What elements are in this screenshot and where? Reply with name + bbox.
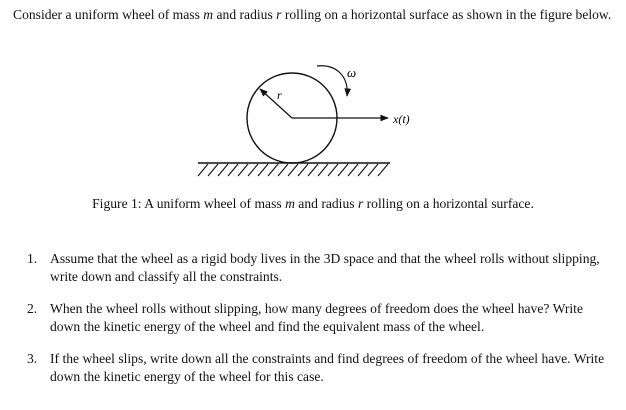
- question-text: When the wheel rolls without slipping, how many degrees of freedom does the wheel have? Write down the kinetic energy of the wheel and find the equivalent mass of the wheel.: [50, 301, 583, 334]
- question-item-3: [0, 350, 626, 386]
- question-number: 1.: [27, 251, 38, 266]
- intro-text-1: Consider a uniform wheel of mass: [13, 7, 204, 22]
- intro-radius-symbol: r: [276, 7, 282, 22]
- question-number: 2.: [27, 301, 38, 316]
- intro-mass-symbol: m: [203, 7, 214, 22]
- ground-hatching: [198, 164, 388, 176]
- intro-text-3: rolling on a horizontal surface as shown in the figure below.: [281, 7, 612, 22]
- question-item-1: [0, 250, 626, 286]
- radius-arrow: [260, 89, 292, 118]
- question-text: If the wheel slips, write down all the constraints and find degrees of freedom of the wheel have. Write down the kinetic energy of the wheel for this case.: [50, 351, 605, 384]
- figure-caption: [0, 195, 626, 213]
- question-number: 3.: [27, 351, 38, 366]
- caption-prefix: Figure 1: A uniform wheel of mass: [92, 196, 286, 211]
- caption-suffix: rolling on a horizontal surface.: [363, 196, 534, 211]
- caption-middle: and radius: [294, 196, 358, 211]
- caption-mass-symbol: m: [285, 196, 295, 211]
- question-item-2: [0, 300, 626, 336]
- omega-label: ω: [347, 65, 357, 80]
- question-text: Assume that the wheel as a rigid body lives in the 3D space and that the wheel rolls without slipping, write down and classify all the constraints.: [50, 251, 600, 284]
- intro-paragraph: [13, 6, 618, 24]
- radius-label: r: [277, 88, 282, 102]
- omega-arc: [317, 66, 347, 96]
- intro-text-2: and radius: [213, 7, 277, 22]
- question-list: [0, 250, 626, 400]
- wheel-figure: [0, 55, 626, 185]
- position-label: x(t): [393, 112, 410, 126]
- caption-radius-symbol: r: [357, 196, 364, 211]
